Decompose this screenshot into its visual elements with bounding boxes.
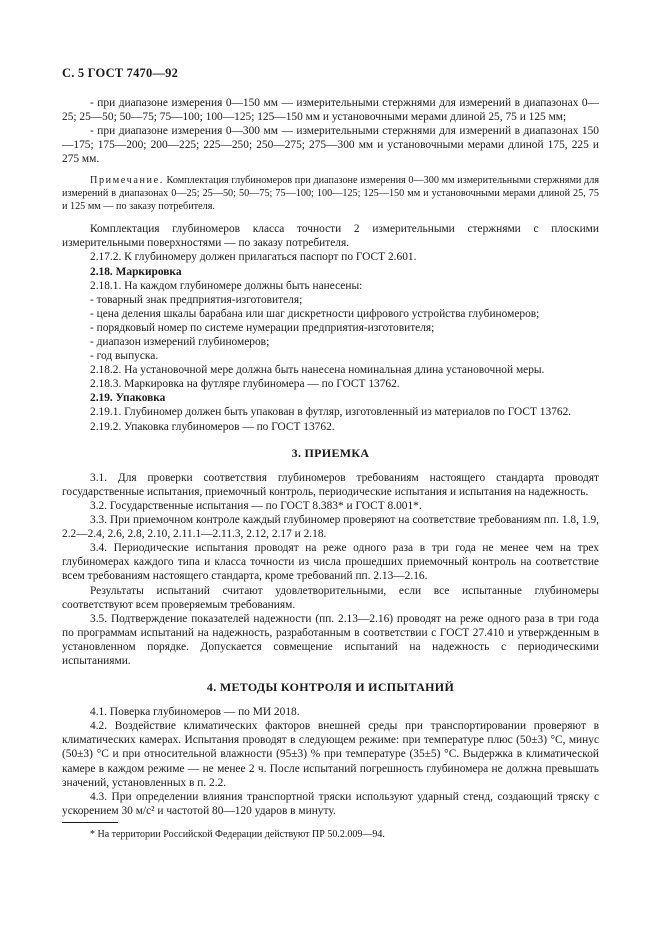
page-header: С. 5 ГОСТ 7470—92 [62,66,179,80]
paragraph: 4.3. При определении влияния транспортной тряски используют ударный стенд, создающий тряску с ускорением 30 м/с² и частотой 80—120 ударов в минуту. [62,790,599,817]
list-item: - цена деления шкалы барабана или шаг дискретности цифрового устройства глубиномеров; [90,307,540,320]
paragraph: 3.5. Подтверждение показателей надежности (пп. 2.13—2.16) проводят на реже одного раза в три года по программам испытаний на надежность, разработанным в соответствии с ГОСТ 27.410 и утвержденным в установленном порядке. Допускается совмещение испытаний на надежность с периодическими испытаниями. [62,612,599,667]
paragraph: 3.1. Для проверки соответствия глубиномеров требованиям настоящего стандарта проводят государственные испытания, приемочный контроль, периодические испытания и испытания на надежность. [62,471,599,498]
section-title-acceptance: 3. ПРИЕМКА [291,445,370,460]
note-text: Комплектация глубиномеров при диапазоне измерения 0—300 мм измерительными стержнями для измерений в диапазонах 0—25; 25—50; 50—75; 75—100; 100—125; 125—150 мм и установочными мерами длиной 25, 75 и 125 мм — по заказу потребителя. [62,175,600,212]
paragraph: 2.18.2. На установочной мере должна быть нанесена номинальная длина установочной меры. [90,364,545,377]
paragraph: 4.2. Воздействие климатических факторов внешней среды при транспортировании проверяют в климатических камерах. Испытания проводят в следующем режиме: при температуре плюс (50±3) °С, минус (50±3) °С и при относительной влажности (95±3) % при температуре (35±5) °С. Выдержка в климатической камере в каждом режиме — не менее 2 ч. После испытаний погрешность глубиномера не должна превышать значений, установленных в п. 2.2. [62,720,599,789]
paragraph: 2.18.1. На каждом глубиномере должны быть нанесены: [90,279,363,292]
footnote-divider [62,822,118,823]
subsection-heading-packing: 2.19. Упаковка [90,392,166,405]
paragraph: 4.1. Поверка глубиномеров — по МИ 2018. [90,706,300,719]
paragraph: 3.4. Периодические испытания проводят на реже одного раза в три года не менее чем на трех глубиномерах каждого типа и класса точности из числа прошедших приемочный контроль на соответствие всем требованиям настоящего стандарта, кроме требований пп. 2.13—2.16. [62,542,599,583]
note [62,175,599,213]
list-item: - порядковый номер по системе нумерации предприятия-изготовителя; [90,321,435,334]
list-item: - год выпуска. [90,350,159,363]
list-item: - диапазон измерений глубиномеров; [90,336,270,348]
paragraph: Комплектация глубиномеров класса точности 2 измерительными стержнями с плоскими измерительными поверхностями — по заказу потребителя. [62,223,599,250]
list-item: - товарный знак предприятия-изготовителя; [90,293,303,306]
paragraph: 2.19.1. Глубиномер должен быть упакован в футляр, изготовленный из материалов по ГОСТ 13762. [90,406,572,419]
paragraph: - при диапазоне измерения 0—300 мм — измерительными стержнями для измерений в диапазонах 150—175; 175—200; 200—225; 225—250; 250—275; 275—300 мм и установочными мерами длиной 175, 225 и 275 мм. [62,125,599,166]
note-label: Примечание. [90,175,164,187]
subsection-heading-marking: 2.18. Маркировка [90,265,182,278]
paragraph: - при диапазоне измерения 0—150 мм — измерительными стержнями для измерений в диапазонах 0—25; 25—50; 50—75; 75—100; 100—125; 125—150 мм и установочными мерами длиной 25, 75 и 125 мм; [62,97,599,124]
paragraph: 2.18.3. Маркировка на футляре глубиномера — по ГОСТ 13762. [90,378,400,391]
paragraph: 3.2. Государственные испытания — по ГОСТ 8.383* и ГОСТ 8.001*. [90,499,422,512]
paragraph: 3.3. При приемочном контроле каждый глубиномер проверяют на соответствие требованиям пп. 1.8, 1.9, 2.2—2.4, 2.6, 2.8, 2.10, 2.11.1—2.11.3, 2.12, 2.17 и 2.18. [62,514,599,541]
section-title-test-methods: 4. МЕТОДЫ КОНТРОЛЯ И ИСПЫТАНИЙ [206,680,455,695]
document-body [62,96,599,818]
paragraph: Результаты испытаний считают удовлетворительными, если все испытанные глубиномеры соответствуют всем проверяемым требованиям. [62,584,599,611]
paragraph: 2.19.2. Упаковка глубиномеров — по ГОСТ 13762. [90,420,335,433]
paragraph: 2.17.2. К глубиномеру должен прилагаться паспорт по ГОСТ 2.601. [90,251,417,264]
footnote: * На территории Российской Федерации действуют ПР 50.2.009—94. [90,829,385,840]
